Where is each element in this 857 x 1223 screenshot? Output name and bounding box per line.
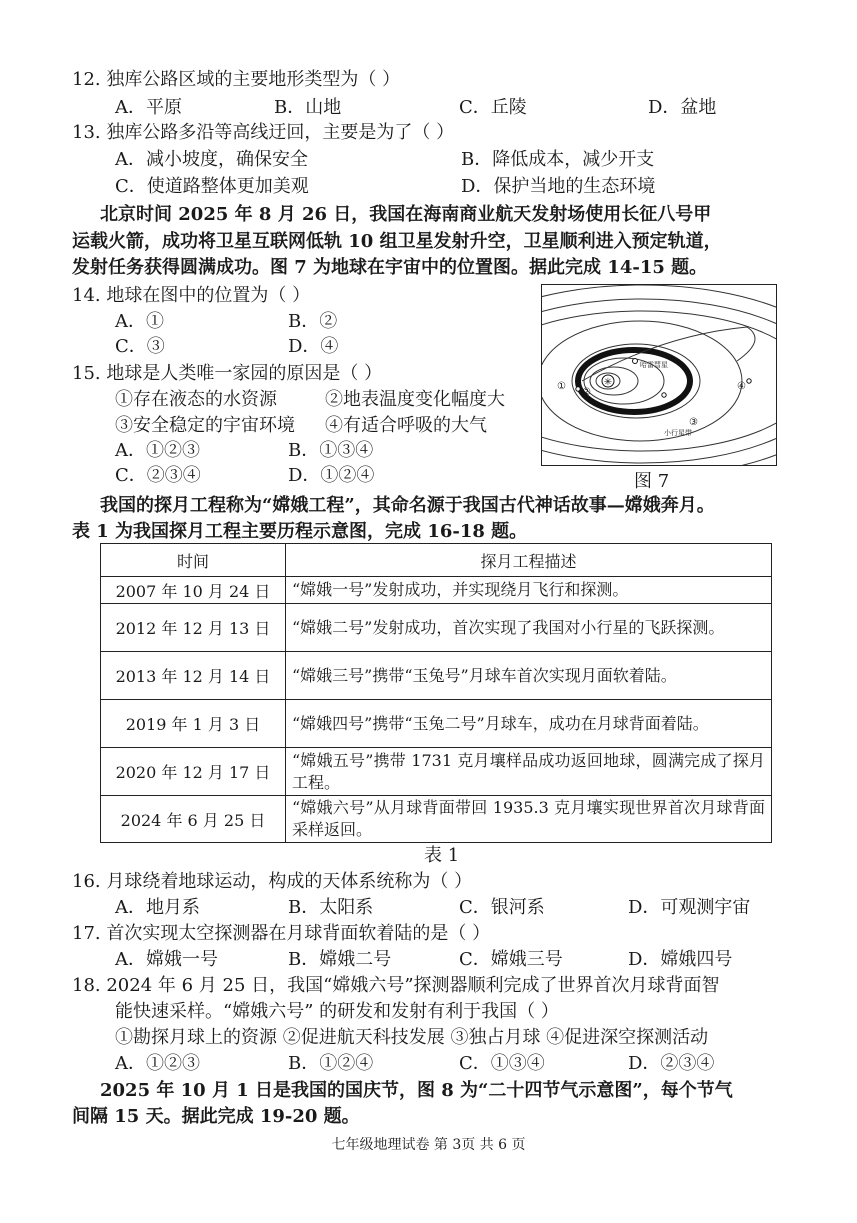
q14-option-c: C．③: [115, 336, 165, 357]
q18-option-c: C．①③④: [459, 1053, 545, 1074]
table-header-time: 时间: [101, 544, 286, 577]
q15-option-d: D．①②④: [288, 465, 375, 486]
marker-4: ④: [737, 381, 746, 392]
q14-option-d: D．④: [288, 336, 339, 357]
table-header-row: [101, 544, 772, 577]
table-row: [101, 604, 772, 652]
q12-option-b: B．山地: [274, 97, 342, 118]
q17-stem: 17. 首次实现太空探测器在月球背面软着陆的是（ ）: [72, 923, 491, 944]
q15-statement-4: ④有适合呼吸的大气: [325, 415, 487, 436]
passage2-line2: 表 1 为我国探月工程主要历程示意图，完成 16-18 题。: [72, 521, 528, 542]
figure7-caption: 图 7: [634, 471, 670, 492]
table-cell-desc: “嫦娥三号”携带“玉兔号”月球车首次实现月面软着陆。: [286, 652, 772, 700]
q14-stem: 14. 地球在图中的位置为（ ）: [72, 285, 311, 306]
table-row: [101, 796, 772, 843]
q17-option-d: D．嫦娥四号: [628, 949, 733, 970]
q15-statement-3: ③安全稳定的宇宙环境: [115, 415, 295, 436]
planet-icon: [576, 387, 580, 391]
q15-option-c: C．②③④: [115, 465, 201, 486]
figure7-solar-system: [541, 284, 777, 466]
q13-option-a: A．减小坡度，确保安全: [115, 149, 308, 170]
q16-option-b: B．太阳系: [288, 897, 374, 918]
page-footer: 七年级地理试卷 第 3页 共 6 页: [331, 1137, 526, 1153]
passage3-line1: 2025 年 10 月 1 日是我国的国庆节，图 8 为“二十四节气示意图”，每个节气: [100, 1080, 733, 1101]
table-cell-time: 2020 年 12 月 17 日: [101, 748, 286, 796]
table-row: [101, 652, 772, 700]
q15-statement-2: ②地表温度变化幅度大: [325, 389, 505, 410]
q17-option-a: A．嫦娥一号: [115, 949, 218, 970]
table-cell-time: 2024 年 6 月 25 日: [101, 796, 286, 843]
orbit-mid: [572, 344, 700, 418]
sun-label: ✳: [603, 377, 613, 388]
table1: [100, 543, 772, 843]
q18-option-b: B．①②④: [288, 1053, 374, 1074]
q12-stem: 12. 独库公路区域的主要地形类型为（ ）: [72, 69, 401, 90]
q12-option-c: C．丘陵: [459, 97, 527, 118]
q13-option-c: C．使道路整体更加美观: [115, 176, 309, 197]
table-row: [101, 577, 772, 604]
q14-option-b: B．②: [288, 311, 338, 332]
marker-2: ②: [582, 387, 591, 398]
table-header-desc: 探月工程描述: [286, 544, 772, 577]
passage1-line2: 运载火箭，成功将卫星互联网低轨 10 组卫星发射升空，卫星顺利进入预定轨道，: [72, 231, 722, 252]
asteroid-belt-label: 小行星带: [664, 429, 692, 437]
q12-option-a: A．平原: [115, 97, 182, 118]
q16-stem: 16. 月球绕着地球运动，构成的天体系统称为（ ）: [72, 871, 473, 892]
passage2-line1: 我国的探月工程称为“嫦娥工程”，其命名源于我国古代神话故事—嫦娥奔月。: [100, 495, 715, 516]
q18-stem-line1: 18. 2024 年 6 月 25 日，我国“嫦娥六号”探测器顺利完成了世界首次月球背面智: [72, 975, 720, 996]
q17-option-b: B．嫦娥二号: [288, 949, 392, 970]
q18-option-d: D．②③④: [628, 1053, 715, 1074]
table-row: [101, 700, 772, 748]
passage1-line1: 北京时间 2025 年 8 月 26 日，我国在海南商业航天发射场使用长征八号甲: [100, 204, 712, 225]
q13-option-b: B．降低成本，减少开支: [461, 149, 655, 170]
q18-option-a: A．①②③: [115, 1053, 200, 1074]
q16-option-a: A．地月系: [115, 897, 200, 918]
q16-option-c: C．银河系: [459, 897, 545, 918]
q15-statement-1: ①存在液态的水资源: [115, 389, 277, 410]
q12-option-d: D．盆地: [648, 97, 717, 118]
passage1-line3: 发射任务获得圆满成功。图 7 为地球在宇宙中的位置图。据此完成 14-15 题。: [72, 257, 708, 278]
table-cell-desc: “嫦娥二号”发射成功，首次实现了我国对小行星的飞跃探测。: [286, 604, 772, 652]
marker-1: ①: [557, 381, 566, 392]
q18-statements: ①勘探月球上的资源 ②促进航天科技发展 ③独占月球 ④促进深空探测活动: [115, 1027, 709, 1048]
q15-stem: 15. 地球是人类唯一家园的原因是（ ）: [72, 363, 383, 384]
passage3-line2: 间隔 15 天。据此完成 19-20 题。: [72, 1106, 360, 1127]
table-cell-desc: “嫦娥一号”发射成功，并实现绕月飞行和探测。: [286, 577, 772, 604]
table-cell-time: 2019 年 1 月 3 日: [101, 700, 286, 748]
q18-stem-line2: 能快速采样。“嫦娥六号” 的研发和发射有利于我国（ ）: [115, 1001, 559, 1022]
table-cell-time: 2013 年 12 月 14 日: [101, 652, 286, 700]
table-cell-desc: “嫦娥五号”携带 1731 克月壤样品成功返回地球，圆满完成了探月工程。: [286, 748, 772, 796]
table-cell-desc: “嫦娥四号”携带“玉兔二号”月球车，成功在月球背面着陆。: [286, 700, 772, 748]
table-cell-time: 2012 年 12 月 13 日: [101, 604, 286, 652]
comet-icon: [633, 359, 638, 364]
planet-icon: [747, 379, 751, 383]
q17-option-c: C．嫦娥三号: [459, 949, 563, 970]
q13-option-d: D．保护当地的生态环境: [461, 176, 656, 197]
table-row: [101, 748, 772, 796]
table-cell-time: 2007 年 10 月 24 日: [101, 577, 286, 604]
table-cell-desc: “嫦娥六号”从月球背面带回 1935.3 克月壤实现世界首次月球背面采样返回。: [286, 796, 772, 843]
q15-option-a: A．①②③: [115, 440, 200, 461]
comet-label: 哈雷彗星: [640, 361, 668, 369]
q15-option-b: B．①③④: [288, 440, 374, 461]
q13-stem: 13. 独库公路多沿等高线迂回，主要是为了（ ）: [72, 122, 455, 143]
table1-caption: 表 1: [424, 845, 460, 866]
solar-system-diagram: [542, 285, 776, 465]
marker-3: ③: [689, 417, 698, 428]
q16-option-d: D．可观测宇宙: [628, 897, 751, 918]
q14-option-a: A．①: [115, 311, 164, 332]
planet-icon: [662, 393, 666, 397]
